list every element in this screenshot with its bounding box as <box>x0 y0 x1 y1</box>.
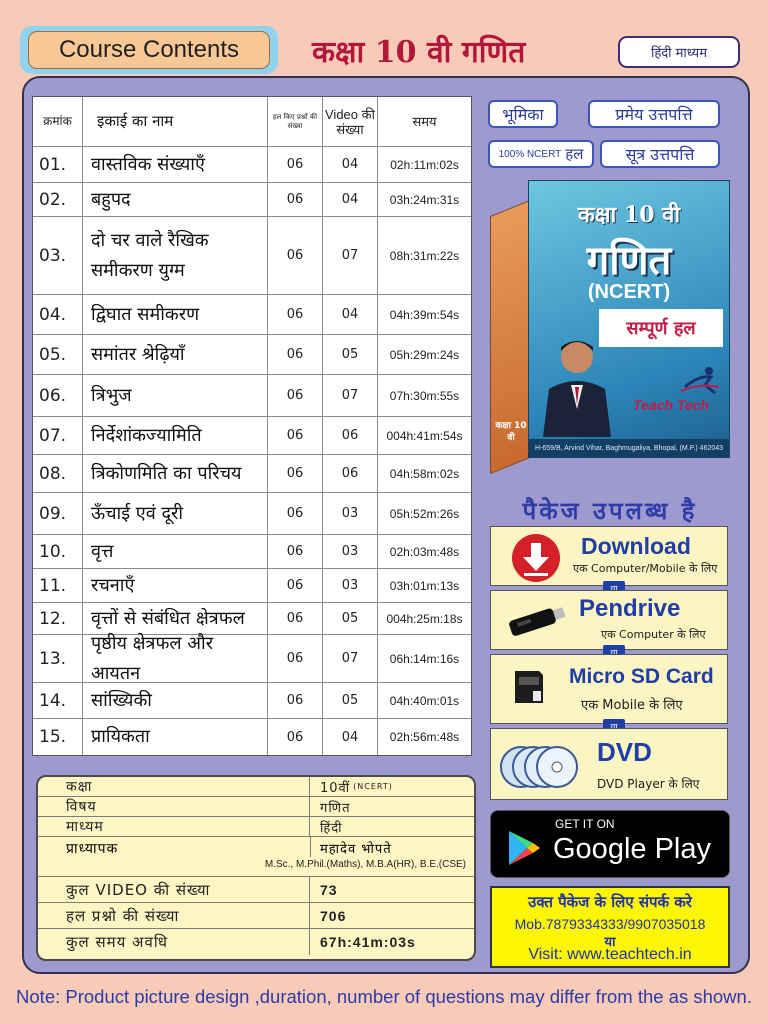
header-unit: इकाई का नाम <box>83 97 268 146</box>
row-unit-name: त्रिभुज <box>83 375 268 416</box>
row-number: 14. <box>33 683 83 718</box>
row-solved-count: 06 <box>268 147 323 182</box>
row-solved-count: 06 <box>268 417 323 454</box>
tag-ncert-label: हल <box>565 145 584 163</box>
row-number: 15. <box>33 719 83 755</box>
row-unit-name: वृत्त <box>83 535 268 568</box>
info-row-duration <box>38 929 474 955</box>
row-video-count: 05 <box>323 603 378 634</box>
row-solved-count: 06 <box>268 183 323 216</box>
course-contents-pill <box>20 26 278 74</box>
course-info-box <box>36 775 476 961</box>
row-number: 08. <box>33 455 83 492</box>
google-play-badge[interactable] <box>490 810 730 878</box>
page-title: कक्षा 10 वी गणित <box>312 35 526 70</box>
table-header <box>33 97 471 147</box>
header-time: समय <box>412 114 437 129</box>
row-unit-name: रचनाएँ <box>83 569 268 602</box>
row-duration: 004h:41m:54s <box>386 428 463 443</box>
info-value: 73 <box>320 881 338 898</box>
product-line1: कक्षा 10 वी <box>577 202 681 228</box>
row-number: 09. <box>33 493 83 534</box>
row-unit-name: प्रायिकता <box>83 719 268 755</box>
row-duration: 04h:40m:01s <box>389 693 460 708</box>
class-note: (NCERT) <box>353 782 393 791</box>
tag-theorem: प्रमेय उत्तपत्ति <box>588 100 720 128</box>
package-dvd[interactable] <box>490 728 728 800</box>
row-solved-count: 06 <box>268 719 323 755</box>
download-name: Download <box>581 533 691 559</box>
row-solved-count: 06 <box>268 635 323 682</box>
row-unit-name: पृष्ठीय क्षेत्रफल और आयतन <box>83 635 268 682</box>
row-unit-name: बहुपद <box>83 183 268 216</box>
dvd-sub: DVD Player के लिए <box>597 777 700 791</box>
row-duration: 07h:30m:55s <box>389 388 460 403</box>
row-number: 06. <box>33 375 83 416</box>
info-row-questions <box>38 903 474 929</box>
row-video-count: 07 <box>323 635 378 682</box>
info-value <box>310 777 474 796</box>
row-unit-name: द्विघात समीकरण <box>83 295 268 334</box>
row-solved-count: 06 <box>268 295 323 334</box>
info-label: विषय <box>38 797 310 816</box>
row-unit-name: समांतर श्रेढ़ियाँ <box>83 335 268 374</box>
row-duration: 02h:03m:48s <box>389 544 460 559</box>
info-value: हिंदी <box>320 820 343 836</box>
row-number: 03. <box>33 217 83 294</box>
row-video-count: 07 <box>323 217 378 294</box>
dvd-name: DVD <box>597 737 652 767</box>
table-row <box>33 417 471 455</box>
row-unit-name: सांख्यिकी <box>83 683 268 718</box>
header-video: Video की संख्या <box>323 97 378 146</box>
table-row <box>33 632 471 684</box>
row-video-count: 03 <box>323 569 378 602</box>
table-row <box>33 183 471 217</box>
info-label: हल प्रश्नो की संख्या <box>38 903 310 928</box>
info-label: कुल समय अवधि <box>38 929 310 955</box>
header-serial: क्रमांक <box>33 97 83 146</box>
header-solved: हल किए प्रश्नों की संख्या <box>268 97 323 146</box>
table-row <box>33 683 471 719</box>
row-solved-count: 06 <box>268 683 323 718</box>
info-value: गणित <box>320 800 351 816</box>
row-video-count: 06 <box>323 455 378 492</box>
sd-card-name: Micro SD Card <box>569 665 714 688</box>
contents-table <box>32 96 472 756</box>
row-solved-count: 06 <box>268 455 323 492</box>
row-duration: 004h:25m:18s <box>386 611 463 626</box>
table-row <box>33 719 471 755</box>
course-contents-label: Course Contents <box>28 31 270 69</box>
info-label: माध्यम <box>38 817 310 836</box>
product-line4: सम्पूर्ण हल <box>599 309 723 347</box>
teacher-degrees: M.Sc., M.Phil.(Maths), M.B.A(HR), B.E.(CSE) <box>264 859 466 870</box>
medium-badge: हिंदी माध्यम <box>618 36 740 68</box>
row-video-count: 04 <box>323 147 378 182</box>
product-side-label: कक्षा 10 वी <box>495 421 527 443</box>
row-unit-name: निर्देशांकज्यामिति <box>83 417 268 454</box>
google-play-icon <box>507 829 541 867</box>
row-number: 02. <box>33 183 83 216</box>
row-duration: 03h:01m:13s <box>389 578 460 593</box>
product-line3: (NCERT) <box>587 281 671 303</box>
table-row <box>33 335 471 375</box>
contact-or: या <box>604 935 616 950</box>
download-sub: एक Computer/Mobile के लिए <box>573 562 718 575</box>
package-pendrive[interactable] <box>490 590 728 650</box>
row-video-count: 05 <box>323 335 378 374</box>
package-download[interactable] <box>490 526 728 586</box>
row-video-count: 04 <box>323 183 378 216</box>
row-duration: 06h:14m:16s <box>389 651 460 666</box>
contact-line1: उक्त पैकेज के लिए संपर्क करे <box>528 893 692 911</box>
row-number: 13. <box>33 635 83 682</box>
row-solved-count: 06 <box>268 493 323 534</box>
row-video-count: 03 <box>323 493 378 534</box>
table-row <box>33 569 471 603</box>
row-duration: 04h:58m:02s <box>389 466 460 481</box>
row-solved-count: 06 <box>268 535 323 568</box>
info-row-teacher <box>38 837 474 877</box>
package-sd-card[interactable] <box>490 654 728 724</box>
product-box <box>490 180 730 458</box>
row-unit-name: वृत्तों से संबंधित क्षेत्रफल <box>83 603 268 634</box>
dvd-icon <box>499 741 585 793</box>
contact-phone[interactable]: Mob.7879334333/9907035018 <box>514 916 706 932</box>
row-duration: 02h:56m:48s <box>389 730 460 744</box>
pendrive-sub: एक Computer के लिए <box>601 628 706 641</box>
class-value: 10वीं <box>320 780 351 796</box>
google-play-line2: Google Play <box>553 833 711 865</box>
row-duration: 05h:52m:26s <box>389 506 460 521</box>
row-unit-name: ऊँचाई एवं दूरी <box>83 493 268 534</box>
pendrive-name: Pendrive <box>579 595 681 622</box>
row-number: 12. <box>33 603 83 634</box>
teacher-name: महादेव भोपते <box>320 842 392 857</box>
info-row-videos <box>38 877 474 903</box>
info-label: प्राध्यापक <box>66 841 119 857</box>
row-duration: 08h:31m:22s <box>389 248 460 263</box>
table-row <box>33 493 471 535</box>
contact-website[interactable]: Visit: www.teachtech.in <box>528 946 692 963</box>
row-video-count: 05 <box>323 683 378 718</box>
table-row <box>33 455 471 493</box>
tag-intro: भूमिका <box>488 100 558 128</box>
sd-card-sub: एक Mobile के लिए <box>581 698 683 713</box>
tag-ncert <box>488 140 594 168</box>
pendrive-icon <box>503 603 569 637</box>
google-play-line1: GET IT ON <box>555 817 615 831</box>
table-row <box>33 147 471 183</box>
product-box-front <box>528 180 730 458</box>
product-address: H-659/B, Arvind Vihar, Baghmugaliya, Bhopal, (M.P.) 462043 <box>529 439 729 457</box>
row-duration: 02h:11m:02s <box>390 157 459 172</box>
info-row-subject <box>38 797 474 817</box>
product-line2: गणित <box>586 237 672 284</box>
row-unit-name: दो चर वाले रैखिक समीकरण युग्म <box>83 217 268 294</box>
row-number: 04. <box>33 295 83 334</box>
table-row <box>33 295 471 335</box>
row-solved-count: 06 <box>268 603 323 634</box>
row-solved-count: 06 <box>268 335 323 374</box>
info-row-class <box>38 777 474 797</box>
row-video-count: 07 <box>323 375 378 416</box>
table-row <box>33 535 471 569</box>
runner-logo-icon <box>679 365 721 395</box>
row-video-count: 04 <box>323 295 378 334</box>
row-solved-count: 06 <box>268 217 323 294</box>
row-duration: 04h:39m:54s <box>389 307 460 322</box>
contact-box <box>490 886 730 968</box>
row-video-count: 04 <box>323 719 378 755</box>
product-brand: Teach Tech <box>633 397 709 413</box>
info-row-medium <box>38 817 474 837</box>
download-icon <box>511 533 561 583</box>
row-solved-count: 06 <box>268 375 323 416</box>
row-number: 10. <box>33 535 83 568</box>
disclaimer-note: Note: Product picture design ,duration, number of questions may differ from the as shown. <box>16 986 752 1007</box>
tag-ncert-prefix: 100% NCERT <box>498 148 562 160</box>
sd-card-icon <box>509 667 549 707</box>
row-number: 11. <box>33 569 83 602</box>
row-number: 05. <box>33 335 83 374</box>
row-solved-count: 06 <box>268 569 323 602</box>
table-row <box>33 375 471 417</box>
info-label: कुल VIDEO की संख्या <box>38 877 310 902</box>
table-row <box>33 217 471 295</box>
row-number: 07. <box>33 417 83 454</box>
row-video-count: 06 <box>323 417 378 454</box>
info-label: कक्षा <box>38 777 310 796</box>
row-video-count: 03 <box>323 535 378 568</box>
row-duration: 03h:24m:31s <box>389 192 460 207</box>
row-duration: 05h:29m:24s <box>389 347 460 362</box>
row-number: 01. <box>33 147 83 182</box>
info-value: 67h:41m:03s <box>320 934 416 950</box>
row-unit-name: त्रिकोणमिति का परिचय <box>83 455 268 492</box>
row-unit-name: वास्तविक संख्याएँ <box>83 147 268 182</box>
teacher-photo-icon <box>535 329 619 437</box>
tag-formula: सूत्र उत्तपत्ति <box>600 140 720 168</box>
packages-title: पैकेज उपलब्ध है <box>522 497 698 525</box>
info-value: 706 <box>320 907 347 924</box>
